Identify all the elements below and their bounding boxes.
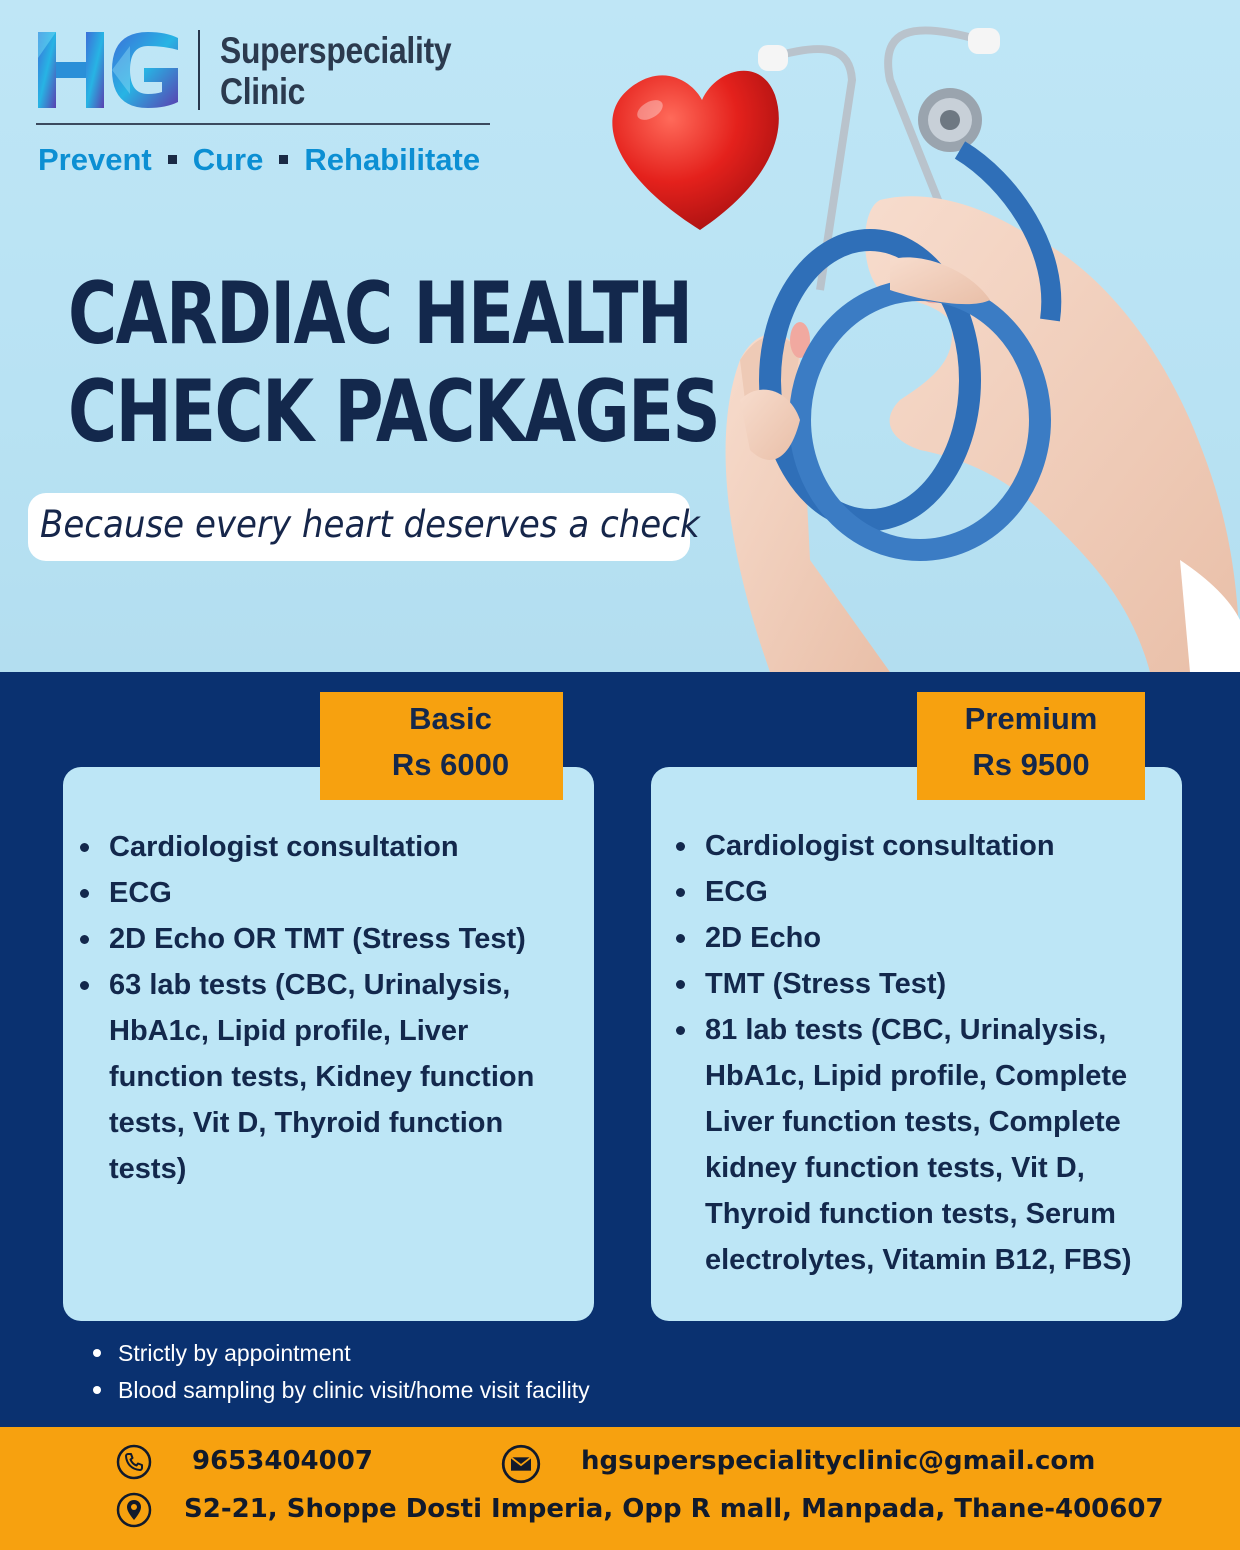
list-item: TMT (Stress Test) [659,961,1179,1007]
list-item: Cardiologist consultation [63,824,583,870]
headline-line2: CHECK PACKAGES [68,362,720,462]
phone-icon [116,1444,152,1480]
stethoscope-heart-illustration [590,0,1240,672]
clinic-name-line2: Clinic [220,71,306,112]
phone-link[interactable]: 9653404007 [192,1446,373,1476]
premium-package-name: Premium [964,701,1098,736]
tagline-rehabilitate: Rehabilitate [304,142,481,177]
contact-footer [0,1427,1240,1550]
basic-package-name: Basic [409,701,492,736]
square-bullet-icon [168,155,177,164]
logo-divider [198,30,200,110]
premium-price-tag [917,692,1145,800]
list-item: 81 lab tests (CBC, Urinalysis, HbA1c, Lipid profile, Complete Liver function tests, Complete kidney function tests, Vit D, Thyroid function tests, Serum electrolytes, Vitamin B12, FBS) [659,1007,1179,1283]
address: S2-21, Shoppe Dosti Imperia, Opp R mall, Manpada, Thane-400607 [184,1494,1164,1524]
list-item: 2D Echo OR TMT (Stress Test) [63,916,583,962]
clinic-name [220,30,451,112]
packages-section [0,672,1240,1427]
list-item: Cardiologist consultation [659,823,1179,869]
email-link[interactable]: hgsuperspecialityclinic@gmail.com [581,1446,1096,1476]
square-bullet-icon [279,155,288,164]
location-pin-icon [116,1492,152,1528]
note-item: Strictly by appointment [90,1335,590,1372]
clinic-tagline [38,142,480,178]
list-item: 63 lab tests (CBC, Urinalysis, HbA1c, Lipid profile, Liver function tests, Kidney function tests, Vit D, Thyroid function tests) [63,962,583,1192]
list-item: ECG [659,869,1179,915]
basic-feature-list [63,824,583,1192]
basic-package-price: Rs 6000 [391,747,510,782]
headline-line1: CARDIAC HEALTH [68,264,692,364]
clinic-name-line1: Superspeciality [220,30,452,71]
hero-section [0,0,1240,672]
list-item: ECG [63,870,583,916]
premium-feature-list [659,823,1179,1283]
hg-logo-icon [36,30,181,110]
tagline-cure: Cure [192,142,264,177]
logo-underline [36,123,490,125]
list-item: 2D Echo [659,915,1179,961]
subtitle: Because every heart deserves a check [40,503,700,546]
email-icon [501,1444,541,1484]
heart-icon [612,71,778,230]
note-item: Blood sampling by clinic visit/home visit facility [90,1372,590,1409]
premium-package-price: Rs 9500 [972,747,1090,782]
notes-list [90,1335,590,1409]
tagline-prevent: Prevent [38,142,152,177]
basic-price-tag [320,692,563,800]
